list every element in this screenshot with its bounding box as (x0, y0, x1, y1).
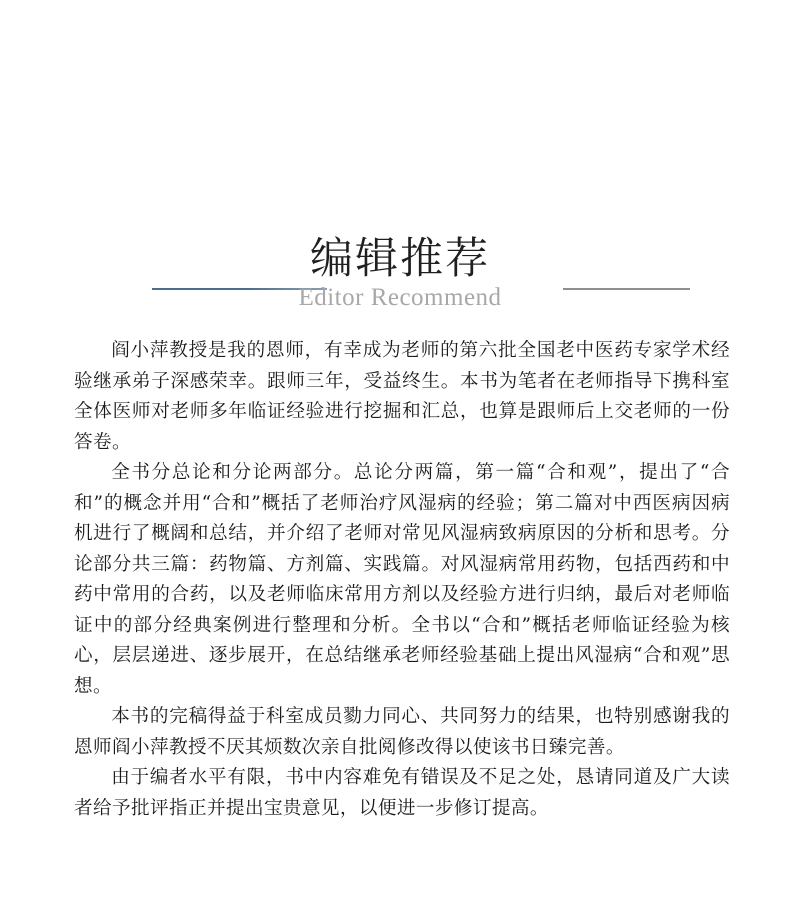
paragraph-1: 阎小萍教授是我的恩师，有幸成为老师的第六批全国老中医药专家学术经验继承弟子深感荣幸。跟师三年，受益终生。本书为笔者在老师指导下携科室全体医师对老师多年临证经验进行挖掘和汇总，也算是跟师后上交老师的一份答卷。 (74, 340, 730, 453)
section-header (0, 228, 800, 318)
body-text (74, 336, 730, 824)
header-rule-right (563, 288, 690, 290)
paragraph-2: 全书分总论和分论两部分。总论分两篇，第一篇“合和观”，提出了“合和”的概念并用“合和”概括了老师治疗风湿病的经验；第二篇对中西医病因病机进行了概阔和总结，并介绍了老师对常见风湿病致病原因的分析和思考。分论部分共三篇：药物篇、方剂篇、实践篇。对风湿病常用药物，包括西药和中药中常用的合药，以及老师临床常用方剂以及经验方进行归纳，最后对老师临证中的部分经典案例进行整理和分析。全书以“合和”概括老师临证经验为核心，层层递进、逐步展开，在总结继承老师经验基础上提出风湿病“合和观”思想。 (74, 462, 730, 697)
paragraph-3: 本书的完稿得益于科室成员勠力同心、共同努力的结果，也特别感谢我的恩师阎小萍教授不厌其烦数次亲自批阅修改得以使该书日臻完善。 (74, 706, 730, 758)
page-title: 编辑推荐 (310, 234, 490, 284)
page-subtitle: Editor Recommend (298, 284, 502, 311)
paragraph-4: 由于编者水平有限，书中内容难免有错误及不足之处，恳请同道及广大读者给予批评指正并提出宝贵意见，以便进一步修订提高。 (74, 767, 730, 819)
